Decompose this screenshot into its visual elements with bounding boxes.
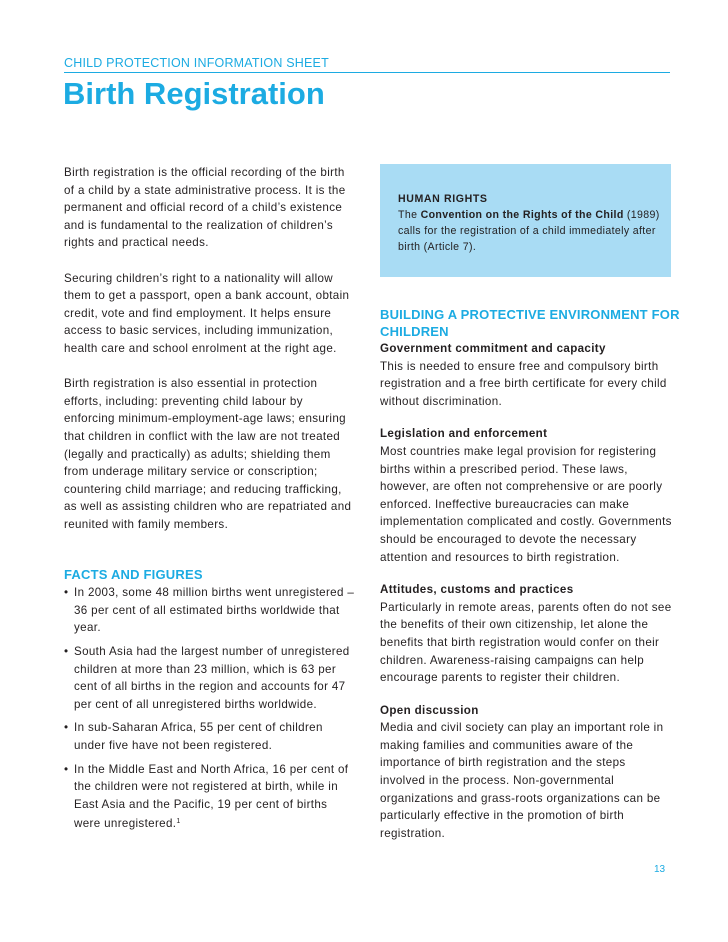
facts-list xyxy=(64,584,356,833)
left-column xyxy=(64,164,356,839)
section-body: Most countries make legal provision for registering births within a prescribed period. These laws, however, are often not comprehensive or are poorly enforced. Ineffective bureaucracies can make implementation complicated and costly. Governments should be encouraged to devote the necessary attention and resources to birth registration. xyxy=(380,444,672,564)
intro-paragraph: Securing children’s right to a nationality will allow them to get a passport, open a bank account, obtain credit, vote and find employment. It helps ensure access to basic services, including immunization, health care and school enrolment at the right age. xyxy=(64,271,350,355)
fact-item: • In 2003, some 48 million births went unregistered – 36 per cent of all estimated births worldwide that year. xyxy=(64,584,356,637)
callout-text: The Convention on the Rights of the Child (1989) calls for the registration of a child immediately after birth (Article 7). xyxy=(398,209,660,253)
intro-paragraph: Birth registration is also essential in protection efforts, including: preventing child labour by enforcing minimum-employment-age laws; ensuring that children in conflict with the law are not treated (legally and practically) as adults; shielding them from underage military service or conscription; countering child marriage; and reducing trafficking, as well as assisting children who are repatriated and reunited with family members. xyxy=(64,377,352,531)
section-title: Attitudes, customs and practices xyxy=(380,583,574,597)
section-title: Government commitment and capacity xyxy=(380,342,606,355)
section-discussion xyxy=(380,702,672,843)
section-attitudes xyxy=(380,581,672,687)
section-title: Legislation and enforcement xyxy=(380,427,548,441)
convention-name: Convention on the Rights of the Child xyxy=(420,209,624,221)
section-body: This is needed to ensure free and compulsory birth registration and a free birth certificate for every child without discrimination. xyxy=(380,359,667,408)
intro-paragraph: Birth registration is the official recording of the birth of a child by a state administrative process. It is the permanent and official record of a child’s existence and is fundamental to the realization of children’s rights and practical needs. xyxy=(64,166,346,250)
page-number: 13 xyxy=(654,864,666,875)
fact-item xyxy=(64,761,356,833)
section-body: Media and civil society can play an important role in making families and communities aware of the importance of birth registration and the steps involved in the process. Non-governmental organizations and grass-roots organizations can be particularly effective in the promotion of birth registration. xyxy=(380,721,664,840)
section-government xyxy=(380,340,672,410)
facts-heading: FACTS AND FIGURES xyxy=(64,567,203,583)
human-rights-callout xyxy=(380,164,671,277)
fact-item: • South Asia had the largest number of unregistered children at more than 23 million, which is 63 per cent of all births in the region and accounts for 47 per cent of all unregistered births worldwide. xyxy=(64,643,356,713)
protective-environment-heading: BUILDING A PROTECTIVE ENVIRONMENT FOR CHILDREN xyxy=(380,307,680,339)
sheet-kicker: CHILD PROTECTION INFORMATION SHEET xyxy=(64,56,329,70)
right-column xyxy=(380,340,672,857)
footnote-marker: 1 xyxy=(176,818,181,826)
callout-heading: HUMAN RIGHTS xyxy=(398,193,488,205)
fact-item: • In sub-Saharan Africa, 55 per cent of children under five have not been registered. xyxy=(64,719,356,754)
fact-text: In the Middle East and North Africa, 16 per cent of the children were not registered at birth, while in East Asia and the Pacific, 19 per cent of births were unregistered. xyxy=(74,762,349,831)
page-title: Birth Registration xyxy=(63,76,325,111)
section-legislation xyxy=(380,425,672,566)
header-rule xyxy=(64,72,670,73)
section-title: Open discussion xyxy=(380,703,479,717)
section-body: Particularly in remote areas, parents often do not see the benefits of their own citizenship, let alone the benefits that birth registration would confer on their children. Awareness-raising campaigns can help encourage parents to register their children. xyxy=(380,600,672,685)
